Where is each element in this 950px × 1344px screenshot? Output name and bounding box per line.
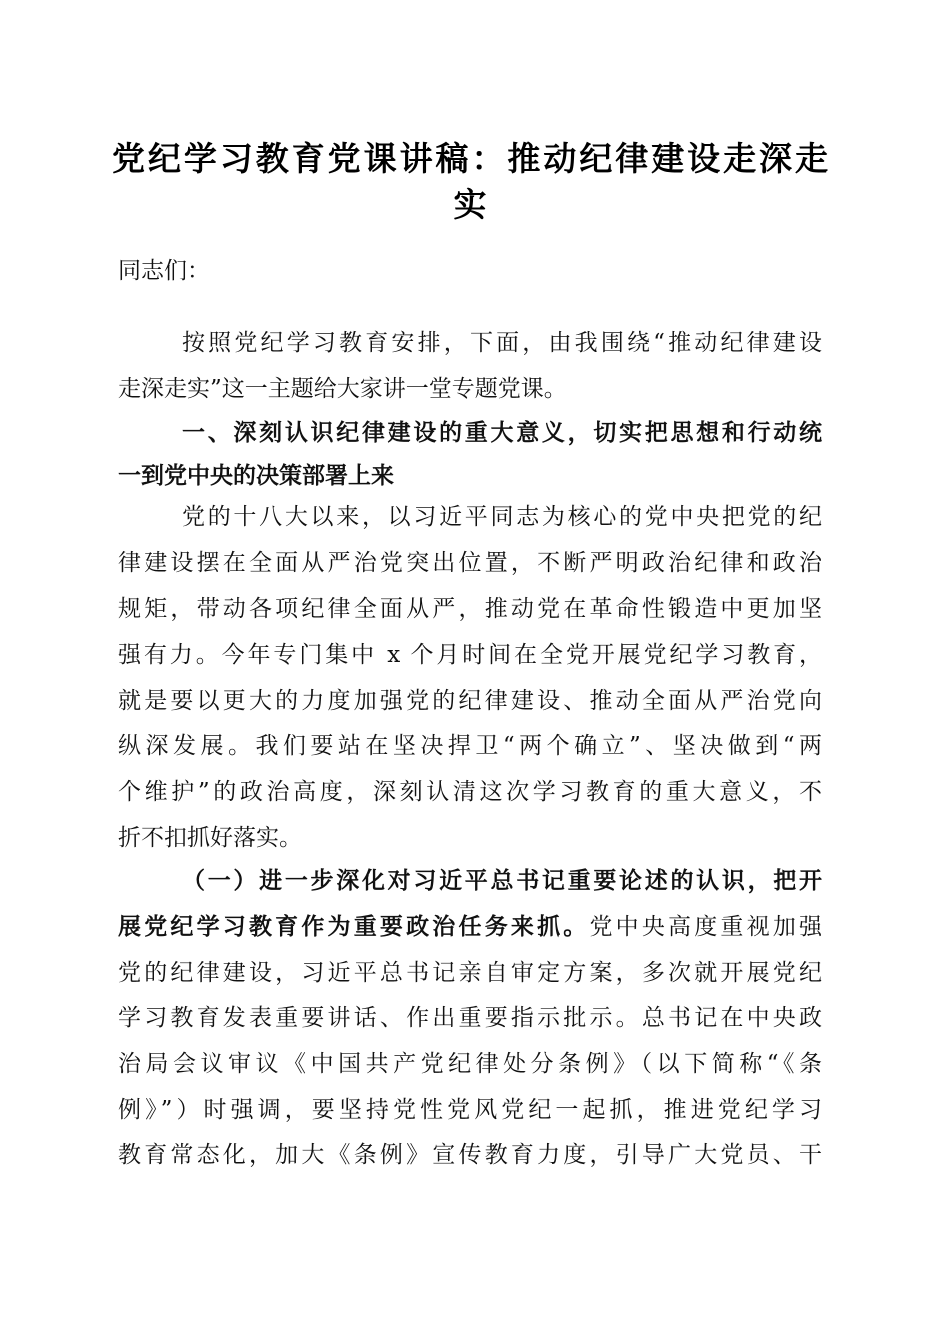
intro-line: 按照党纪学习教育安排，下面，由我围绕“推动纪律建设 xyxy=(182,330,822,356)
section-heading-line: 一、深刻认识纪律建设的重大意义，切实把思想和行动统 xyxy=(182,420,822,446)
paragraph-line: 纵深发展。我们要站在坚决捍卫“两个确立”、坚决做到“两 xyxy=(118,733,822,759)
subheading-text: 展党纪学习教育作为重要政治任务来抓。 xyxy=(118,913,590,940)
paragraph-line: 律建设摆在全面从严治党突出位置，不断严明政治纪律和政治 xyxy=(118,550,822,576)
paragraph-line: 党的十八大以来，以习近平同志为核心的党中央把党的纪 xyxy=(182,504,822,530)
paragraph-line: 个维护”的政治高度，深刻认清这次学习教育的重大意义，不 xyxy=(118,779,822,805)
paragraph-text: 党中央高度重视加强 xyxy=(589,914,823,940)
paragraph-line: 强有力。今年专门集中 x 个月时间在全党开展党纪学习教育， xyxy=(118,642,822,668)
paragraph-line: 学习教育发表重要讲话、作出重要指示批示。总书记在中央政 xyxy=(118,1005,822,1031)
paragraph-line xyxy=(118,904,822,950)
document-title-line-2: 实 xyxy=(453,185,487,224)
paragraph-line: 就是要以更大的力度加强党的纪律建设、推动全面从严治党向 xyxy=(118,688,822,714)
paragraph-line: 教育常态化，加大《条例》宣传教育力度，引导广大党员、干 xyxy=(118,1142,822,1168)
paragraph-line: 例》”）时强调，要坚持党性党风党纪一起抓，推进党纪学习 xyxy=(118,1097,822,1123)
salutation: 同志们： xyxy=(118,258,210,284)
paragraph-line: 折不扣抓好落实。 xyxy=(118,825,302,851)
paragraph-line: 规矩，带动各项纪律全面从严，推动党在革命性锻造中更加坚 xyxy=(118,596,822,622)
section-heading-line: 一到党中央的决策部署上来 xyxy=(118,463,394,489)
document-title-line-1: 党纪学习教育党课讲稿：推动纪律建设走深走 xyxy=(112,139,828,178)
paragraph-line: 治局会议审议《中国共产党纪律处分条例》（以下简称“《条 xyxy=(118,1051,822,1077)
subheading-line: （一）进一步深化对习近平总书记重要论述的认识，把开 xyxy=(182,867,822,894)
paragraph-line: 党的纪律建设，习近平总书记亲自审定方案，多次就开展党纪 xyxy=(118,960,822,986)
intro-line: 走深走实”这一主题给大家讲一堂专题党课。 xyxy=(118,376,567,402)
